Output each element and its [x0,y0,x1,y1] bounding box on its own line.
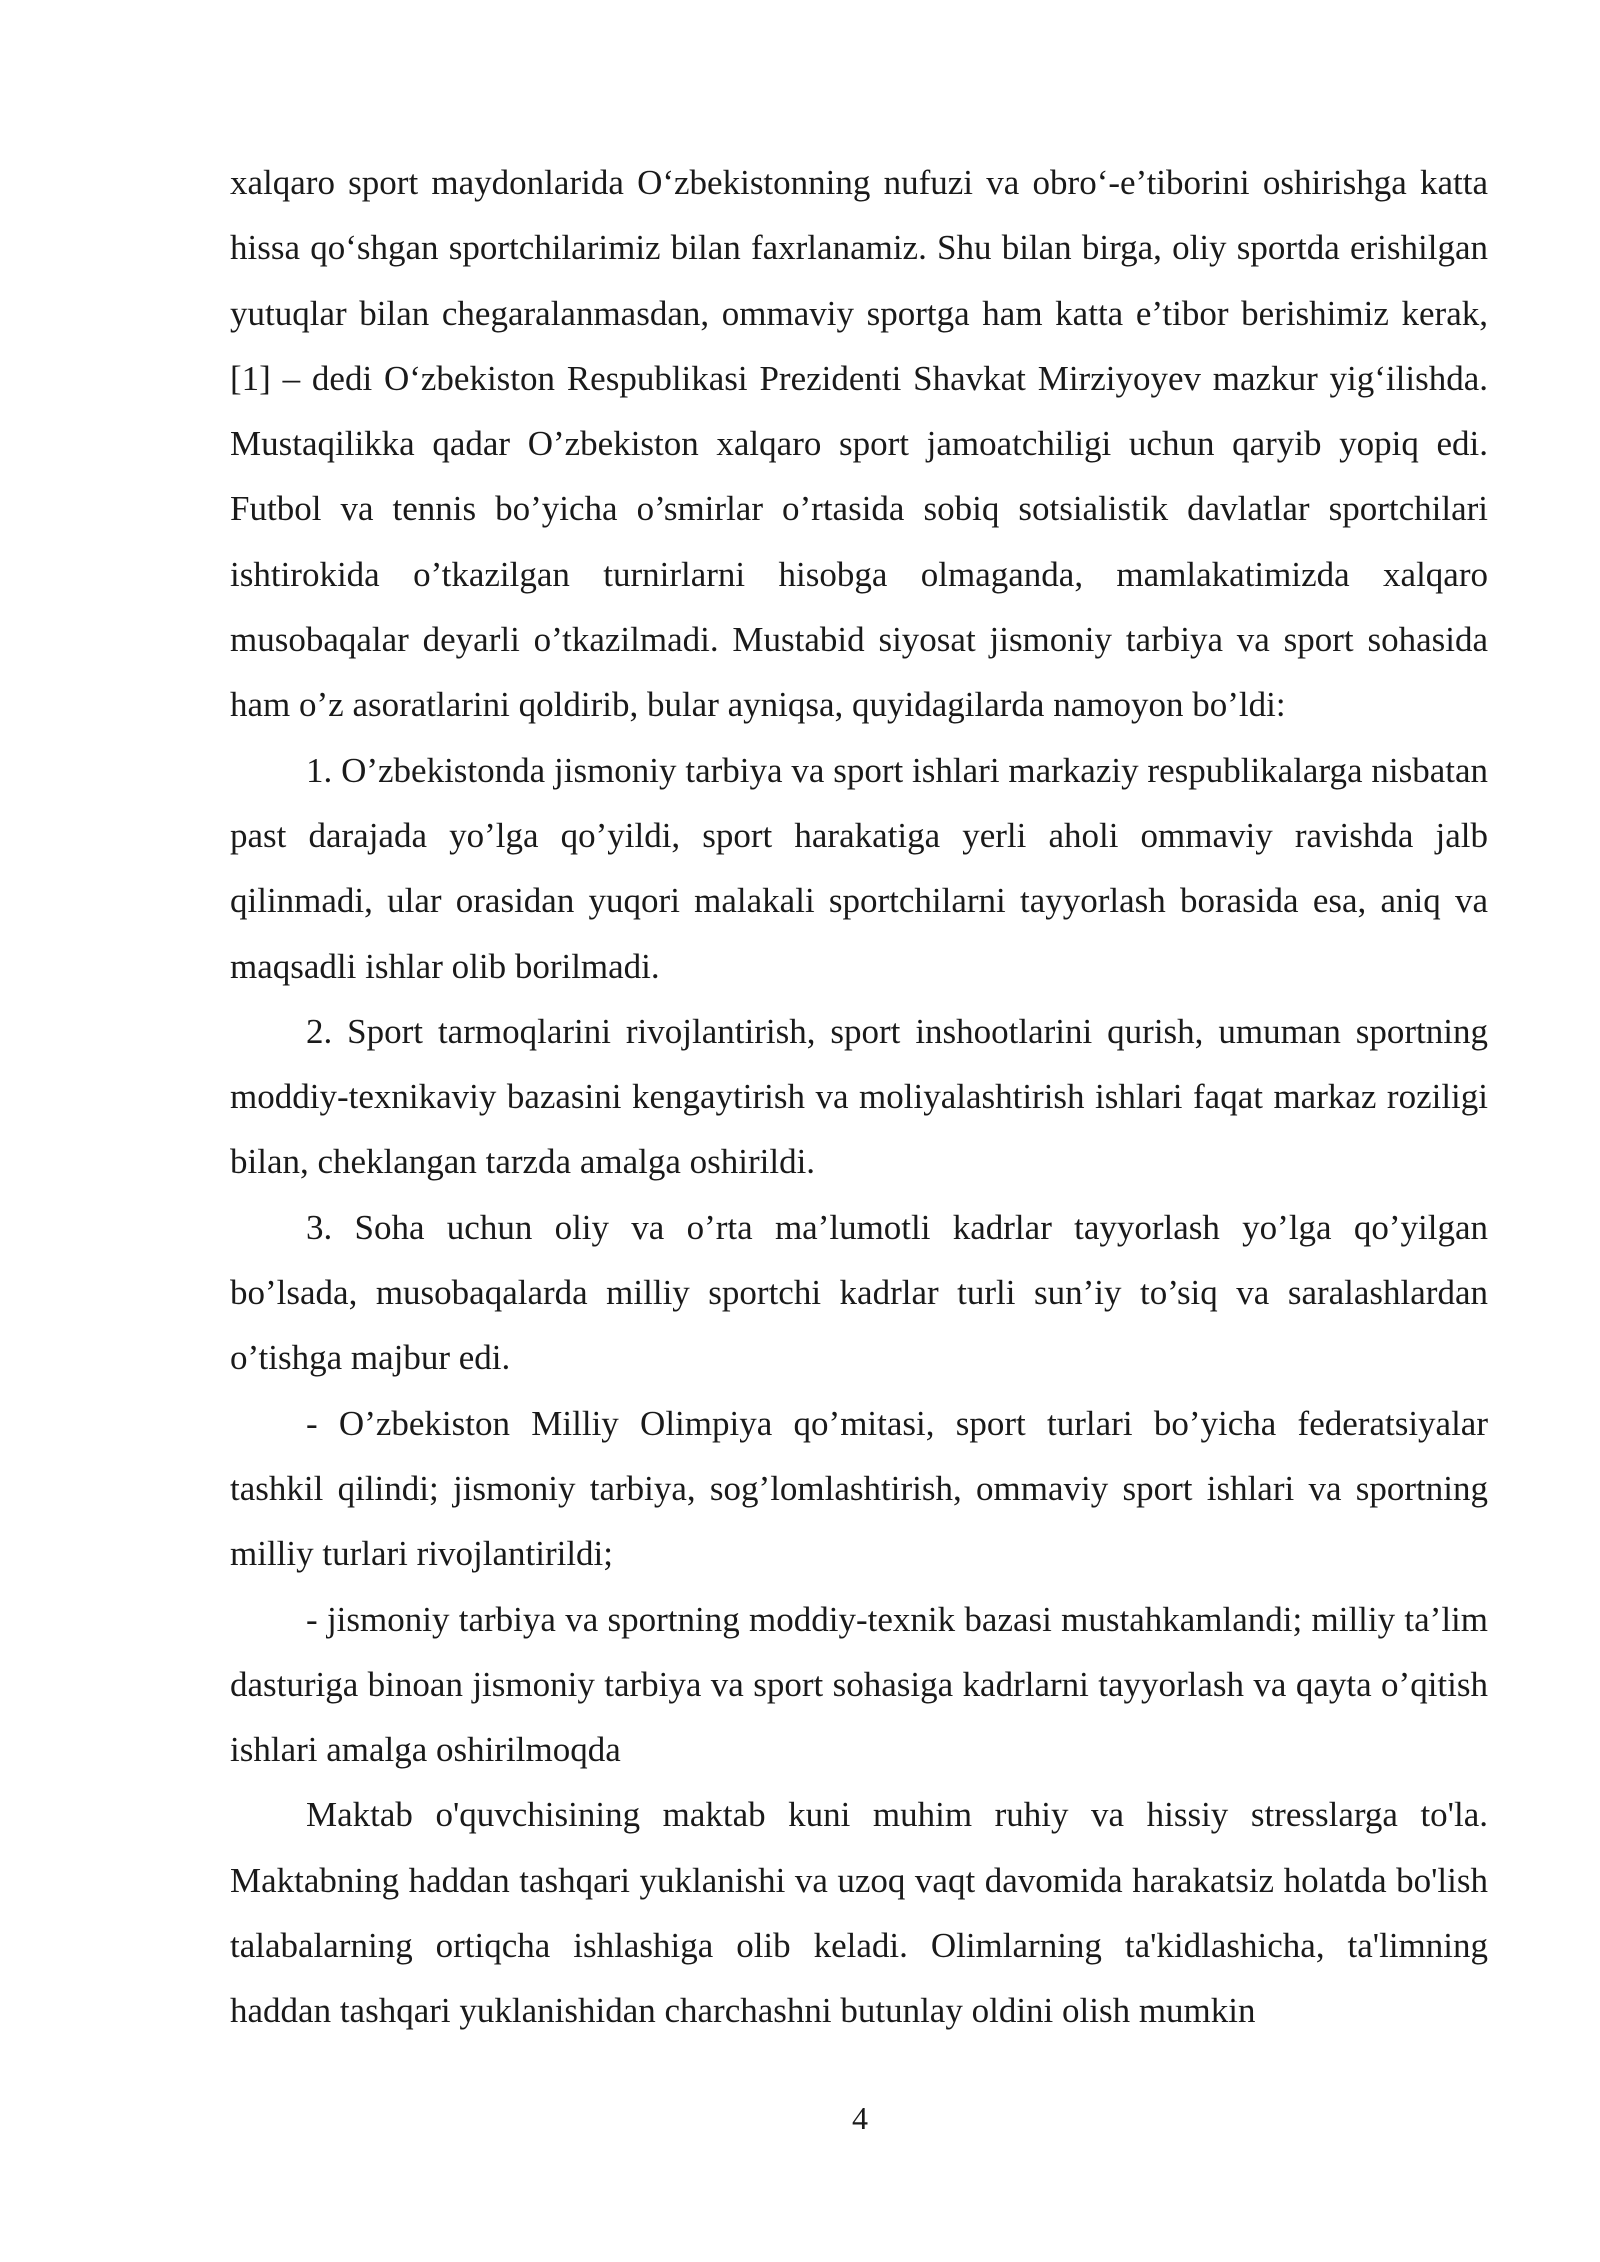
paragraph-item-2: 2. Sport tarmoqlarini rivojlantirish, sport inshootlarini qurish, umuman sportning moddiy-texnikaviy bazasini kengaytirish va moliyalashtirish ishlari faqat markaz roziligi bilan, cheklangan tarzda amalga oshirildi. [230,1011,1488,1182]
paragraph-item-3: 3. Soha uchun oliy va o’rta ma’lumotli kadrlar tayyorlash yo’lga qo’yilgan bo’lsada, musobaqalarda milliy sportchi kadrlar turli sun’iy to’siq va saralashlardan o’tishga majbur edi. [230,1207,1488,1378]
paragraph-bullet-olympic-committee: - O’zbekiston Milliy Olimpiya qo’mitasi, sport turlari bo’yicha federatsiyalar tashkil qilindi; jismoniy tarbiya, sog’lomlashtirish, ommaviy sport ishlari va sportning milliy turlari rivojlantirildi; [230,1403,1488,1574]
paragraph-school-stress: Maktab o'quvchisining maktab kuni muhim ruhiy va hissiy stresslarga to'la. Maktabning haddan tashqari yuklanishi va uzoq vaqt davomida harakatsiz holatda bo'lish talabalarning ortiqcha ishlashiga olib keladi. Olimlarning ta'kidlashicha, ta'limning haddan tashqari yuklanishidan charchashni butunlay oldini olish mumkin [230,1795,1488,2031]
paragraph-item-1: 1. O’zbekistonda jismoniy tarbiya va sport ishlari markaziy respublikalarga nisbatan past darajada yo’lga qo’yildi, sport harakatiga yerli aholi ommaviy ravishda jalb qilinmadi, ular orasidan yuqori malakali sportchilarni tayyorlash borasida esa, aniq va maqsadli ishlar olib borilmadi. [230,750,1488,986]
paragraph-intro: xalqaro sport maydonlarida O‘zbekistonning nufuzi va obro‘-e’tiborini oshirishga katta hissa qo‘shgan sportchilarimiz bilan faxrlanamiz. Shu bilan birga, oliy sportda erishilgan yutuqlar bilan chegaralanmasdan, ommaviy sportga ham katta e’tibor berishimiz kerak,[1] – dedi O‘zbekiston Respublikasi Prezidenti Shavkat Mirziyoyev mazkur yig‘ilishda. Mustaqilikka qadar O’zbekiston xalqaro sport jamoatchiligi uchun qaryib yopiq edi. Futbol va tennis bo’yicha o’smirlar o’rtasida sobiq sotsialistik davlatlar sportchilari ishtirokida o’tkazilgan turnirlarni hisobga olmaganda, mamlakatimizda xalqaro musobaqalar deyarli o’tkazilmadi. Mustabid siyosat jismoniy tarbiya va sport sohasida ham o’z asoratlarini qoldirib, bular ayniqsa, quyidagilarda namoyon bo’ldi: [230,163,1488,725]
page-number: 4 [852,2100,868,2136]
paragraph-bullet-material-base: - jismoniy tarbiya va sportning moddiy-texnik bazasi mustahkamlandi; milliy ta’lim dasturiga binoan jismoniy tarbiya va sport sohasiga kadrlarni tayyorlash va qayta o’qitish ishlari amalga oshirilmoqda [230,1599,1488,1770]
document-body [230,150,1488,2044]
